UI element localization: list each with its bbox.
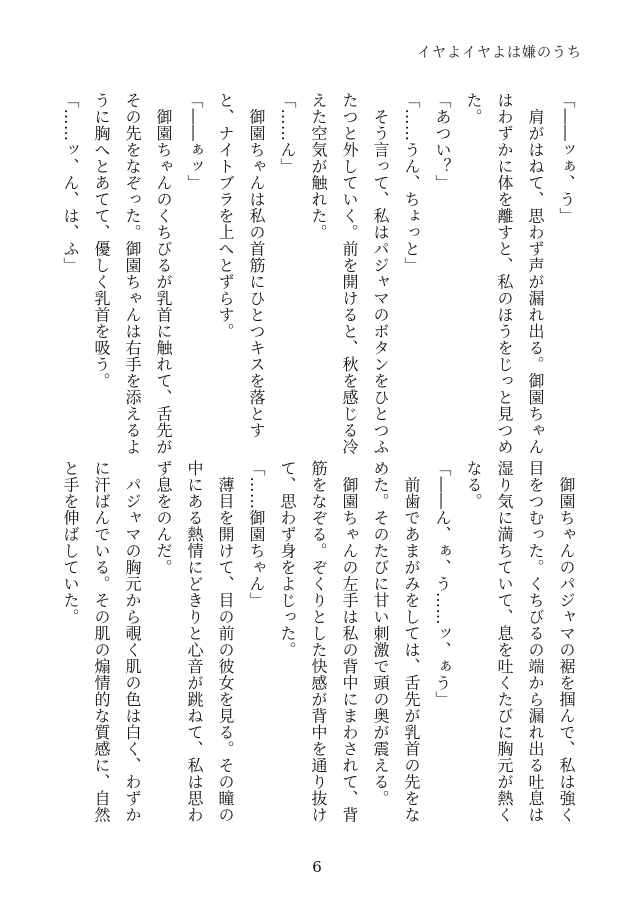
- text-line: 御園ちゃんのパジャマの裾を掴んで、私は強く: [557, 460, 576, 823]
- text-line: めた。そのたびに甘い刺激で頭の奥が震える。: [371, 460, 390, 807]
- text-line: て、思わず身をよじった。: [278, 460, 297, 658]
- text-line: と、ナイトブラを上へとずらす。: [216, 92, 235, 340]
- text-line: 御園ちゃんの左手は私の背中にまわされて、背: [340, 460, 359, 823]
- text-block-bottom: [52, 460, 582, 823]
- text-line: パジャマの胸元から覗く肌の色は白く、わずか: [123, 460, 142, 823]
- text-line: 御園ちゃんは私の首筋にひとつキスを落とす: [247, 92, 266, 439]
- text-line: ず息をのんだ。: [154, 460, 173, 576]
- text-line: 肩がはねて、思わず声が漏れ出る。御園ちゃん: [526, 92, 545, 455]
- text-line: 薄目を開けて、目の前の彼女を見る。その瞳の: [216, 460, 235, 823]
- text-line: 「……ん」: [278, 92, 297, 175]
- text-line: 湿り気に満ちていて、息を吐くたびに胸元が熱く: [495, 460, 514, 823]
- text-line: 「――ッぁ、う」: [557, 92, 576, 224]
- running-header: イヤよイヤよは嫌のうち: [417, 45, 582, 61]
- text-line: 中にある熱情にどきりと心音が跳ねて、私は思わ: [185, 460, 204, 823]
- text-line: なる。: [464, 460, 483, 510]
- text-line: はわずかに体を離すと、私のほうをじっと見つめ: [495, 92, 514, 455]
- text-line: 筋をなぞる。ぞくりとした快感が背中を通り抜け: [309, 460, 328, 823]
- text-line: と手を伸ばしていた。: [61, 460, 80, 625]
- text-line: 「あつい？」: [433, 92, 452, 191]
- text-line: その先をなぞった。御園ちゃんは右手を添えるよ: [123, 92, 142, 455]
- text-line: 「――ん、ぁ、う……ッ、ぁう」: [433, 460, 452, 708]
- text-line: に汗ばんでいる。その肌の煽情的な質感に、自然: [92, 460, 111, 823]
- text-line: そう言って、私はパジャマのボタンをひとつふ: [371, 92, 390, 455]
- text-line: 「……うん、ちょっと」: [402, 92, 421, 274]
- text-line: うに胸へとあてて、優しく乳首を吸う。: [92, 92, 111, 389]
- text-block-top: [52, 92, 582, 455]
- text-line: 「――ぁッ」: [185, 92, 204, 191]
- text-line: 前歯であまがみをしては、舌先が乳首の先をな: [402, 460, 421, 823]
- page-number: 6: [312, 858, 322, 876]
- text-line: えた空気が触れた。: [309, 92, 328, 241]
- text-line: 御園ちゃんのくちびるが乳首に触れて、舌先が: [154, 92, 173, 455]
- text-line: 「……御園ちゃん」: [247, 460, 266, 609]
- text-line: た。: [464, 92, 483, 125]
- text-line: 目をつむった。くちびるの端から漏れ出る吐息は: [526, 460, 545, 823]
- text-line: たつと外していく。前を開けると、秋を感じる冷: [340, 92, 359, 455]
- text-line: 「……ッ、ん、は、ふ」: [61, 92, 80, 274]
